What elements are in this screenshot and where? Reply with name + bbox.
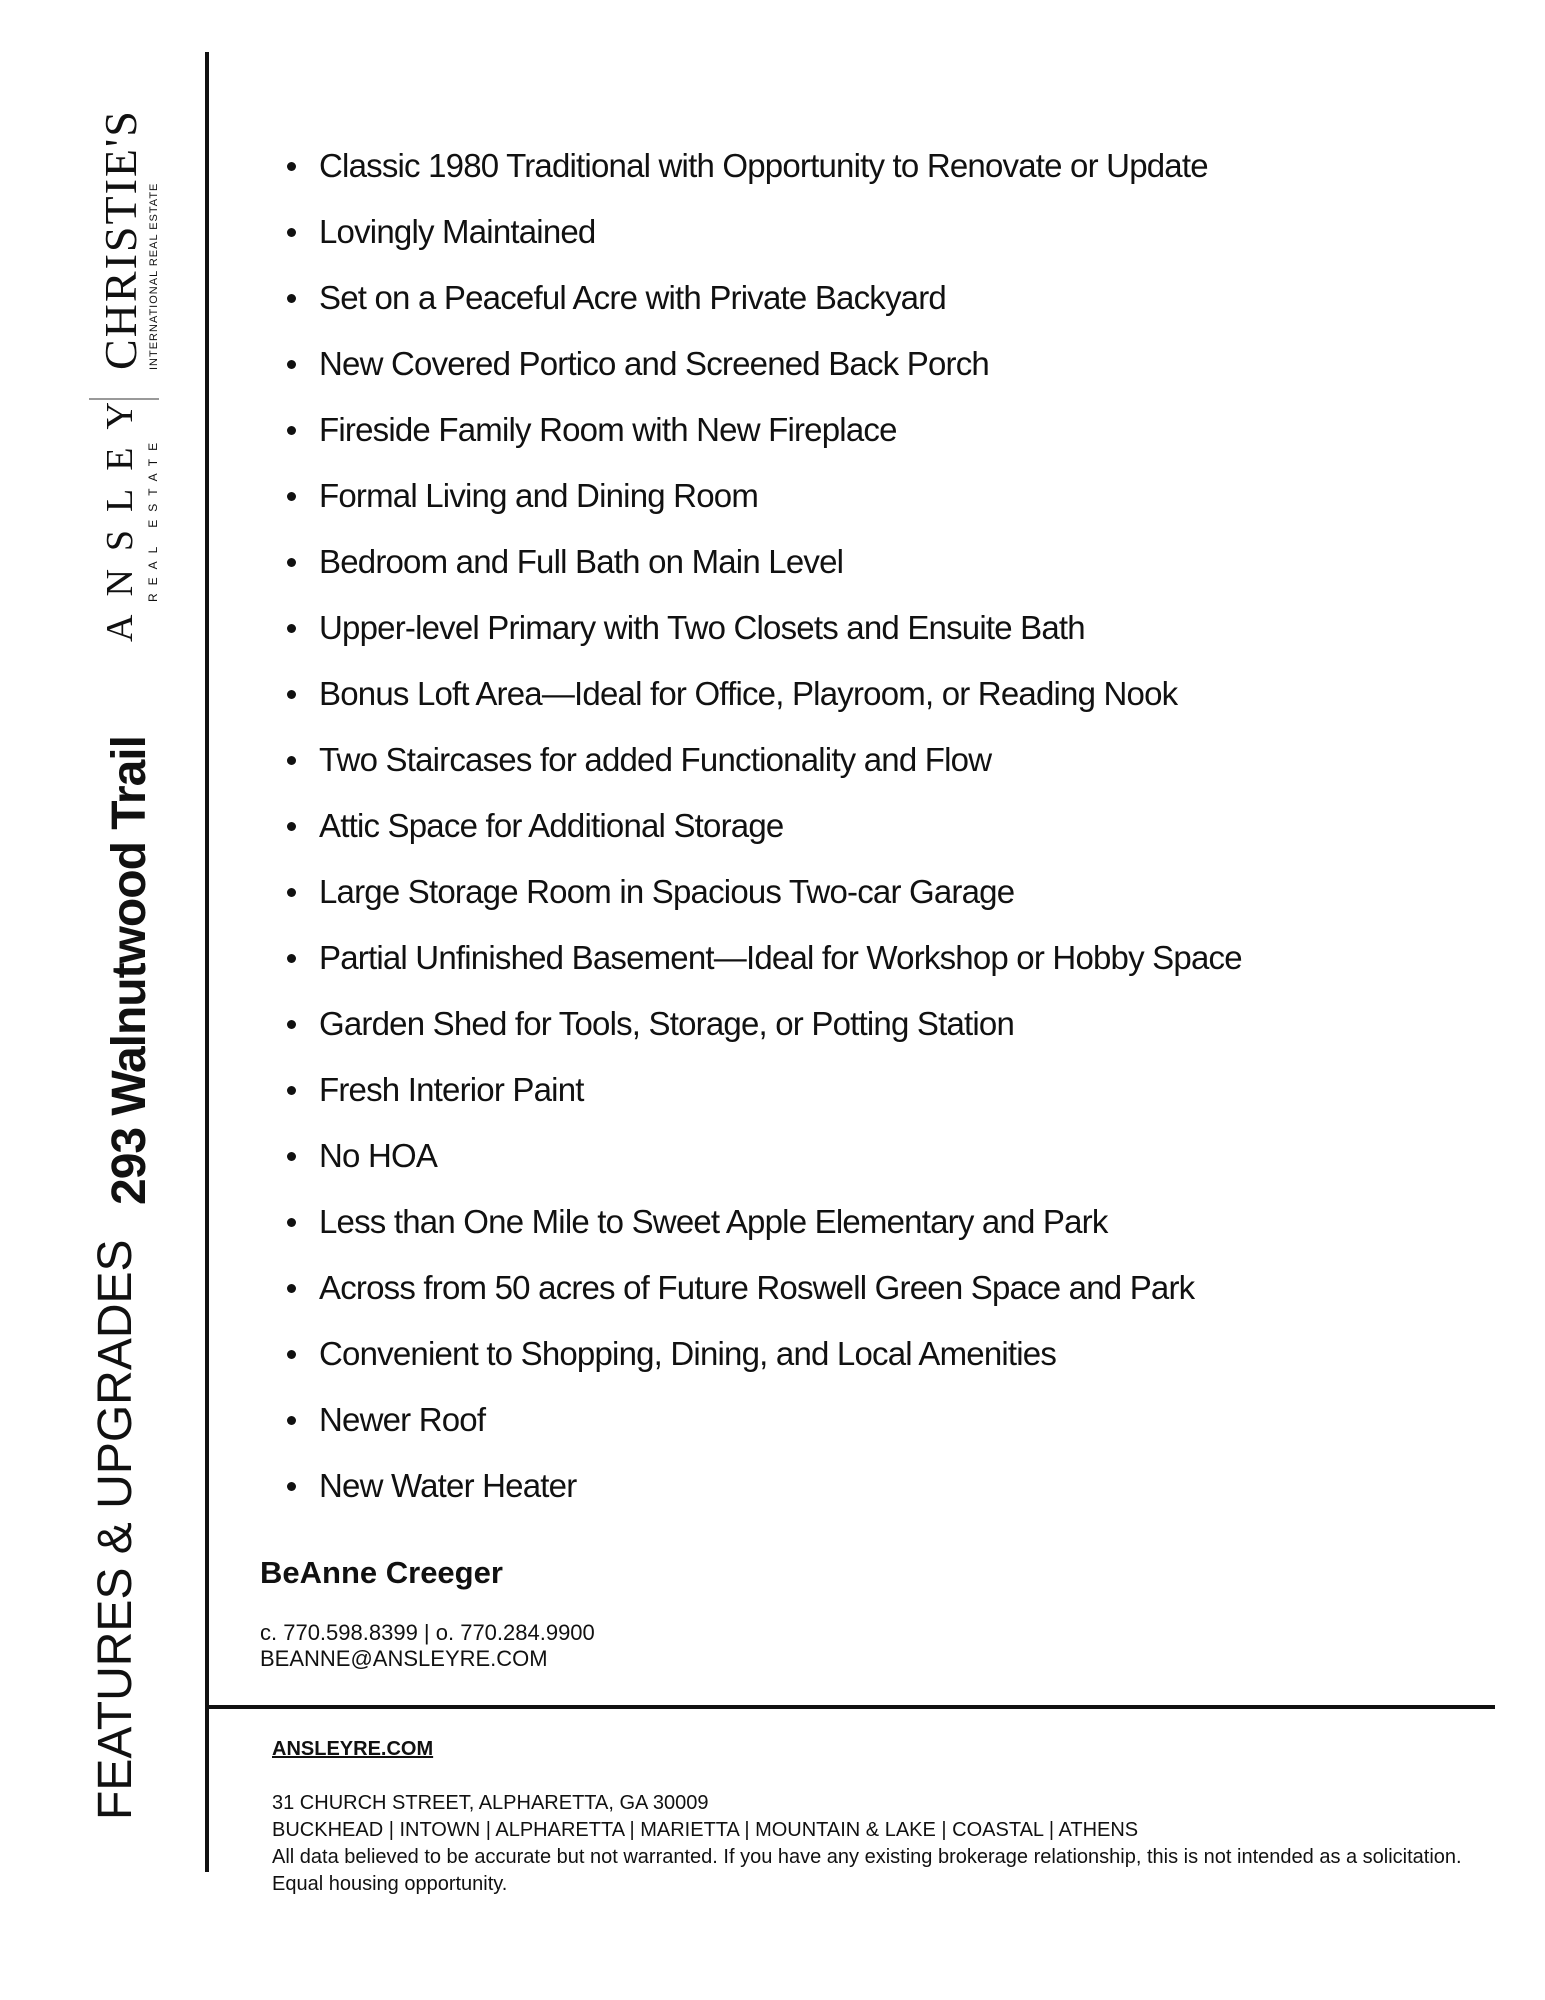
office-address: 31 CHURCH STREET, ALPHARETTA, GA 30009 bbox=[272, 1792, 709, 1814]
feature-item: Fireside Family Room with New Fireplace bbox=[285, 397, 1242, 463]
feature-item: Formal Living and Dining Room bbox=[285, 463, 1242, 529]
feature-item: No HOA bbox=[285, 1123, 1242, 1189]
feature-item: Garden Shed for Tools, Storage, or Potting Station bbox=[285, 991, 1242, 1057]
feature-item: Partial Unfinished Basement—Ideal for Workshop or Hobby Space bbox=[285, 925, 1242, 991]
christies-wordmark: CHRISTIE'S bbox=[95, 109, 146, 370]
disclaimer: All data believed to be accurate but not warranted. If you have any existing brokerage relationship, this is not intended as a solicitation. Equal housing opportunity. bbox=[272, 1846, 1462, 1895]
office-locations: BUCKHEAD | INTOWN | ALPHARETTA | MARIETTA | MOUNTAIN & LAKE | COASTAL | ATHENS bbox=[272, 1819, 1139, 1841]
feature-item: Two Staircases for added Functionality and Flow bbox=[285, 727, 1242, 793]
website-link[interactable]: ANSLEYRE.COM bbox=[272, 1738, 434, 1760]
feature-item: Convenient to Shopping, Dining, and Local Amenities bbox=[285, 1321, 1242, 1387]
ansley-subtitle: REAL ESTATE bbox=[146, 434, 160, 602]
christies-subtitle: INTERNATIONAL REAL ESTATE bbox=[148, 182, 160, 370]
feature-item: New Water Heater bbox=[285, 1453, 1242, 1519]
feature-item: Bonus Loft Area—Ideal for Office, Playroom, or Reading Nook bbox=[285, 661, 1242, 727]
feature-item: Attic Space for Additional Storage bbox=[285, 793, 1242, 859]
feature-item: Bedroom and Full Bath on Main Level bbox=[285, 529, 1242, 595]
feature-item: Large Storage Room in Spacious Two-car Garage bbox=[285, 859, 1242, 925]
vertical-divider bbox=[205, 52, 209, 1872]
feature-item: Less than One Mile to Sweet Apple Elementary and Park bbox=[285, 1189, 1242, 1255]
feature-item: Newer Roof bbox=[285, 1387, 1242, 1453]
footer-divider bbox=[205, 1705, 1495, 1709]
feature-item: Lovingly Maintained bbox=[285, 199, 1242, 265]
property-address: 293 Walnutwood Trail bbox=[103, 736, 156, 1205]
agent-name: BeAnne Creeger bbox=[260, 1555, 503, 1590]
ansley-wordmark: ANSLEY bbox=[99, 384, 141, 642]
features-list bbox=[285, 133, 1242, 1519]
christies-logo bbox=[95, 109, 160, 370]
feature-item: Set on a Peaceful Acre with Private Backyard bbox=[285, 265, 1242, 331]
feature-item: Fresh Interior Paint bbox=[285, 1057, 1242, 1123]
feature-item: New Covered Portico and Screened Back Porch bbox=[285, 331, 1242, 397]
ansley-logo bbox=[100, 384, 160, 642]
feature-item: Classic 1980 Traditional with Opportunity to Renovate or Update bbox=[285, 133, 1242, 199]
section-title: FEATURES & UPGRADES bbox=[89, 1239, 142, 1820]
feature-item: Upper-level Primary with Two Closets and Ensuite Bath bbox=[285, 595, 1242, 661]
feature-item: Across from 50 acres of Future Roswell Green Space and Park bbox=[285, 1255, 1242, 1321]
agent-email: BEANNE@ANSLEYRE.COM bbox=[260, 1646, 548, 1671]
agent-phone: c. 770.598.8399 | o. 770.284.9900 bbox=[260, 1620, 595, 1645]
